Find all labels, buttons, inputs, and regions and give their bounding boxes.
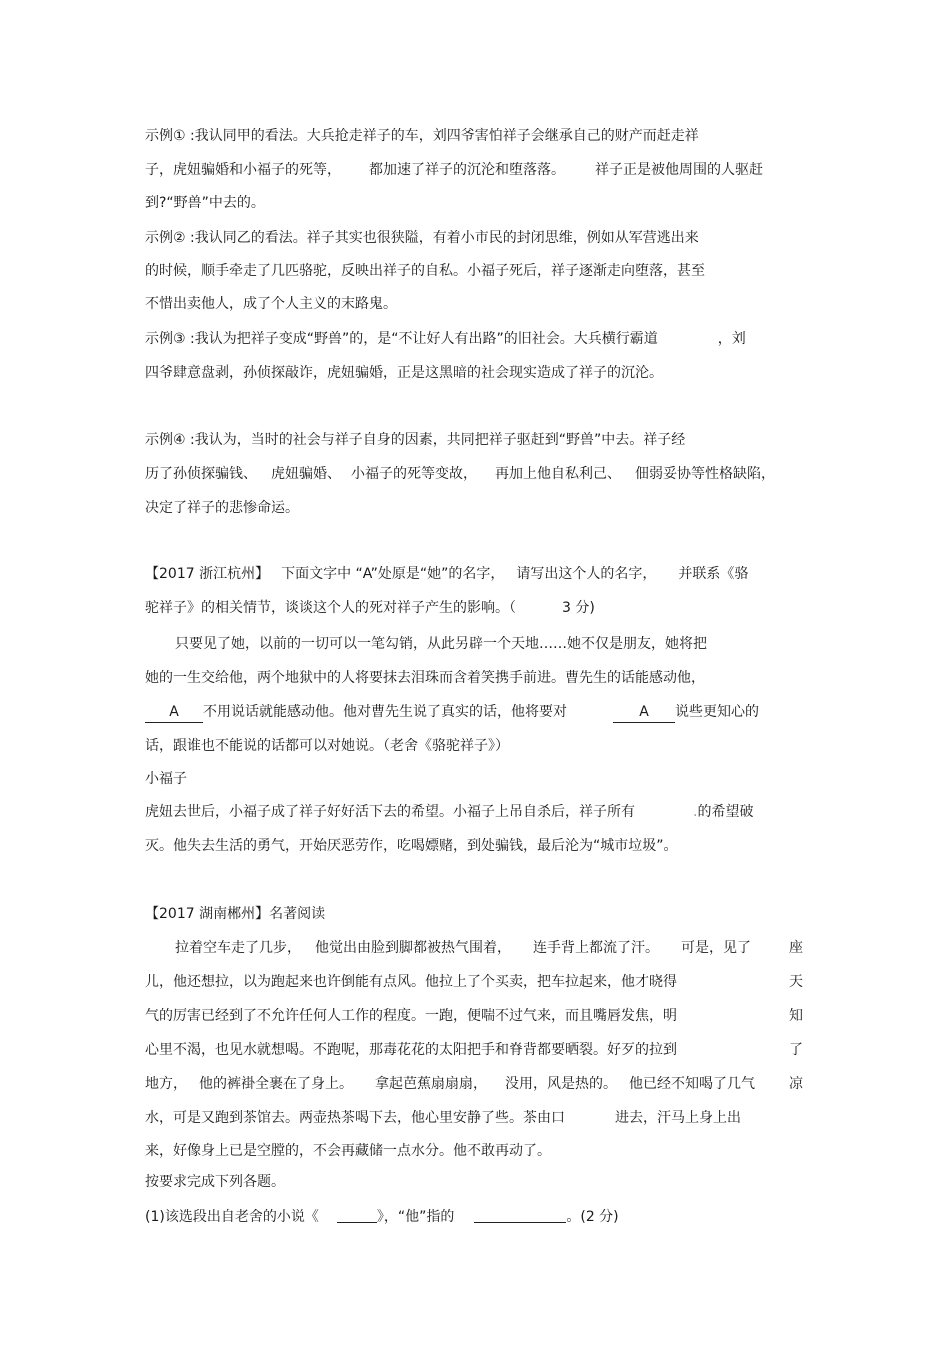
hangzhou-passage-line4: 话，跟谁也不能说的话都可以对她说。（老舍《骆驼祥子》） — [145, 738, 509, 754]
chenzhou-line2-end: 天 — [789, 974, 803, 990]
chenzhou-line7: 来，好像身上已是空膛的，不会再藏储一点水分。他不敢再动了。 — [145, 1143, 551, 1159]
hangzhou-points: 3 分) — [562, 600, 595, 616]
chenzhou-question1 — [145, 1206, 619, 1227]
chenzhou-line1-seg3: 连手背上都流了汗。 — [533, 940, 659, 956]
hangzhou-passage-line3-seg1: 不用说话就能感动他。他对曹先生说了真实的话，他将要对 — [203, 704, 567, 720]
chenzhou-line6 — [145, 1108, 741, 1128]
chenzhou-line1-seg2: 他觉出由脸到脚都被热气围着， — [315, 940, 511, 956]
answer-blank-a1[interactable]: A — [145, 702, 203, 723]
chenzhou-question1-seg3: 。(2 分) — [566, 1209, 619, 1225]
example3-line2: 四爷肆意盘剥，孙侦探敲诈，虎妞骗婚，正是这黑暗的社会现实造成了祥子的沉沦。 — [145, 365, 663, 381]
example1-line2-seg3: 祥子正是被他周围的人驱赶 — [595, 162, 763, 178]
chenzhou-line5-seg4: 没用，风是热的。 — [505, 1076, 617, 1092]
hangzhou-passage-line3-seg2: 说些更知心的 — [675, 704, 759, 720]
example1-line2-seg1: 子，虎妞骗婚和小福子的死等， — [145, 162, 341, 178]
example2-line2: 的时候，顺手牵走了几匹骆驼，反映出祥子的自私。小福子死后，祥子逐渐走向堕落，甚至 — [145, 263, 705, 279]
example2-line3: 不惜出卖他人，成了个人主义的末路鬼。 — [145, 296, 397, 312]
example2-line1: 示例② :我认同乙的看法。祥子其实也很狭隘，有着小市民的封闭思维，例如从军营逃出来 — [145, 230, 699, 246]
chenzhou-line3: 气的厉害已经到了不允许任何人工作的程度。一跑，便喘不过气来，而且嘴唇发焦，明 — [145, 1008, 677, 1024]
chenzhou-line5-seg2: 他的裤褂全裹在了身上。 — [199, 1076, 353, 1092]
chenzhou-question1-seg2: 》，“他”指的 — [376, 1209, 455, 1225]
chenzhou-line3-end: 知 — [789, 1008, 803, 1024]
dot-mark: . — [693, 804, 698, 820]
chenzhou-line1-seg4: 可是，见了 — [681, 940, 751, 956]
example3-line1-seg1: 示例③ :我认为把祥子变成“野兽”的，是“不让好人有出路”的旧社会。大兵横行霸道 — [145, 331, 658, 347]
chenzhou-line1-seg1: 拉着空车走了几步， — [175, 940, 301, 956]
chenzhou-line4: 心里不渴，也见水就想喝。不跑呢，那毒花花的太阳把手和脊背都要晒裂。好歹的拉到 — [145, 1042, 677, 1058]
hangzhou-answer-line2: 灭。他失去生活的勇气，开始厌恶劳作，吃喝嫖赌，到处骗钱，最后沦为“城市垃圾”。 — [145, 838, 678, 854]
chenzhou-line1-end: 座 — [789, 940, 803, 956]
chenzhou-line6-seg1: 水，可是又跑到茶馆去。两壶热茶喝下去，他心里安静了些。茶由口 — [145, 1110, 565, 1126]
hangzhou-answer-seg1: 虎妞去世后，小福子成了祥子好好活下去的希望。小福子上吊自杀后，祥子所有 — [145, 804, 635, 820]
novel-title-blank[interactable] — [337, 1206, 377, 1223]
example3-line1 — [145, 329, 746, 349]
hangzhou-answer-seg2: 的希望破 — [697, 804, 754, 820]
example4-line2-seg2: 虎妞骗婚、 — [271, 466, 341, 482]
hangzhou-answer-name: 小福子 — [145, 771, 187, 787]
hangzhou-passage-line1: 只要见了她，以前的一切可以一笔勾销，从此另辟一个天地……她不仅是朋友，她将把 — [175, 636, 707, 652]
example1-line3: 到?“野兽”中去的。 — [145, 195, 265, 211]
character-name-blank[interactable] — [474, 1206, 566, 1223]
chenzhou-line1 — [175, 938, 751, 958]
example3-line1-seg2: ，刘 — [717, 331, 746, 347]
example4-line2 — [145, 464, 775, 484]
chenzhou-question1-seg1: (1)该选段出自老舍的小说《 — [145, 1209, 319, 1225]
chenzhou-title: 【2017 湖南郴州】名著阅读 — [145, 906, 326, 922]
example4-line2-seg5: 佃弱妥协等性格缺陷， — [635, 466, 775, 482]
hangzhou-passage-line3 — [145, 702, 759, 723]
example1-line2 — [145, 160, 763, 180]
hangzhou-source: 【2017 浙江杭州】 — [145, 566, 270, 582]
hangzhou-passage-line2: 她的一生交给他，两个地狱中的人将要抹去泪珠而含着笑携手前进。曹先生的话能感动他， — [145, 670, 705, 686]
hangzhou-question-seg4: 驼祥子》的相关情节，谈谈这个人的死对祥子产生的影响。（ — [145, 600, 516, 616]
hangzhou-question-seg1: 下面文字中 “A”处原是“她”的名字， — [281, 566, 505, 582]
chenzhou-line5-seg3: 拿起芭蕉扇扇扇， — [375, 1076, 487, 1092]
chenzhou-line5-end: 凉 — [789, 1076, 803, 1092]
chenzhou-line5-seg5: 他已经不知喝了几气 — [629, 1076, 755, 1092]
example1-line1: 示例① :我认同甲的看法。大兵抢走祥子的车，刘四爷害怕祥子会继承自己的财产而赶走祥 — [145, 128, 699, 144]
chenzhou-line2: 儿，他还想拉，以为跑起来也许倒能有点风。他拉上了个买卖，把车拉起来，他才晓得 — [145, 974, 677, 990]
hangzhou-question-line1 — [145, 564, 748, 584]
example4-line2-seg1: 历了孙侦探骗钱、 — [145, 466, 257, 482]
hangzhou-answer-line1 — [145, 802, 753, 822]
chenzhou-line5 — [145, 1074, 755, 1094]
example4-line3: 决定了祥子的悲惨命运。 — [145, 500, 299, 516]
chenzhou-line5-seg1: 地方， — [145, 1076, 187, 1092]
hangzhou-question-seg2: 请写出这个人的名字， — [516, 566, 657, 582]
example1-line2-seg2: 都加速了祥子的沉沦和堕落落。 — [369, 162, 565, 178]
example4-line2-seg3: 小福子的死等变故， — [351, 466, 477, 482]
chenzhou-line4-end: 了 — [789, 1042, 803, 1058]
hangzhou-question-line2 — [145, 598, 595, 618]
chenzhou-line6-seg2: 进去，汗马上身上出 — [615, 1110, 741, 1126]
chenzhou-instruction: 按要求完成下列各题。 — [145, 1174, 285, 1190]
example4-line2-seg4: 再加上他自私利己、 — [495, 466, 621, 482]
hangzhou-question-seg3: 并联系《骆 — [678, 566, 749, 582]
answer-blank-a2[interactable]: A — [613, 702, 675, 723]
example4-line1: 示例④ :我认为，当时的社会与祥子自身的因素，共同把祥子驱赶到“野兽”中去。祥子经 — [145, 432, 686, 448]
